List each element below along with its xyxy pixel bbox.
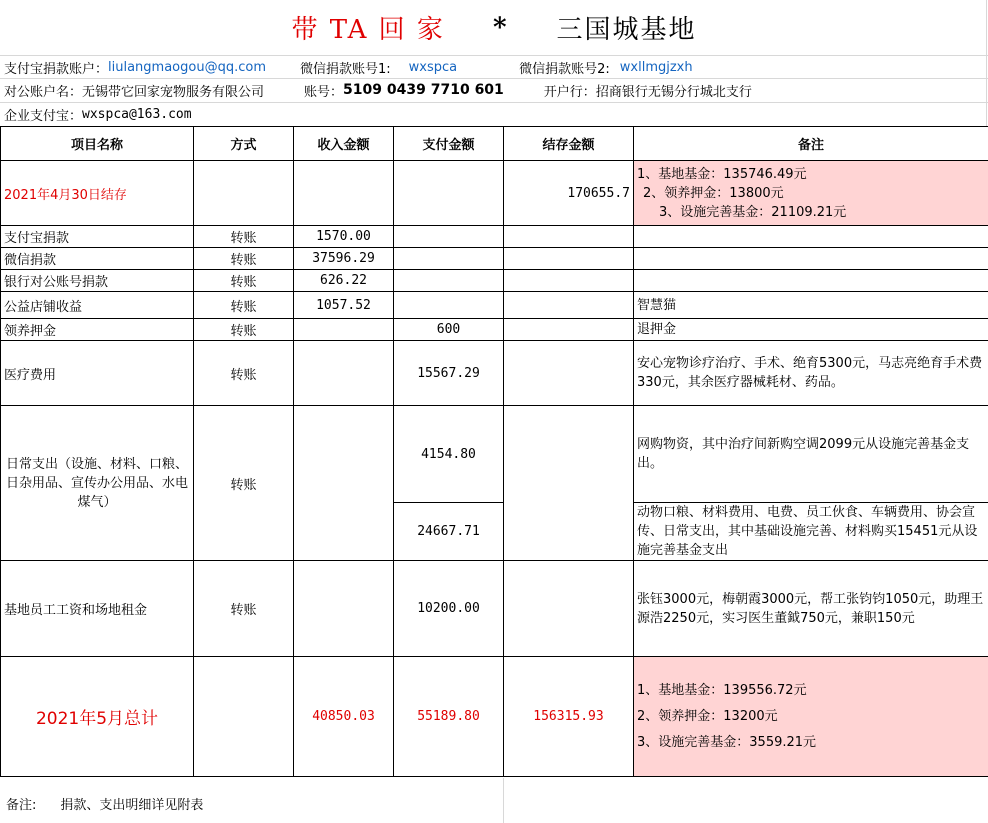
total-name: 2021年5月总计: [1, 657, 194, 777]
row-note: [634, 248, 988, 270]
daily-payment-2: 24667.71: [394, 503, 504, 561]
wechat1-account[interactable]: wxspca: [408, 59, 458, 75]
donation-accounts-row: [4, 55, 984, 79]
corp-name-label: 对公账户名：: [4, 84, 83, 100]
row-note: [634, 270, 988, 292]
row-income: [294, 319, 394, 341]
salary-name: 基地员工工资和场地租金: [1, 561, 194, 657]
finance-table: [0, 126, 988, 777]
table-row: [1, 292, 988, 319]
row-method: 转账: [194, 248, 294, 270]
salary-row: [1, 561, 988, 657]
header-method: 方式: [194, 127, 294, 161]
footer-label: 备注:: [6, 797, 37, 813]
header-item: 项目名称: [1, 127, 194, 161]
alipay-account[interactable]: liulangmaogou@qq.com: [108, 59, 266, 75]
daily-note-1: 网购物资，其中治疗间新购空调2099元从设施完善基金支出。: [634, 406, 988, 503]
row-method: 转账: [194, 292, 294, 319]
total-note-2: 2、领养押金：13200元: [637, 708, 778, 724]
table-row: [1, 270, 988, 292]
total-note-3: 3、设施完善基金：3559.21元: [637, 734, 817, 750]
row-name: 微信捐款: [1, 248, 194, 270]
title-org: 带 TA 回 家: [291, 15, 445, 45]
row-name: 医疗费用: [1, 341, 194, 406]
grid-line: [986, 0, 987, 126]
total-payment: 55189.80: [394, 657, 504, 777]
daily-payment-1: 4154.80: [394, 406, 504, 503]
row-note: 智慧猫: [634, 292, 988, 319]
row-method: 转账: [194, 226, 294, 248]
header-notes: 备注: [634, 127, 988, 161]
title-base: 三国城基地: [556, 15, 697, 45]
enterprise-alipay-row: [4, 102, 984, 126]
row-payment: [394, 292, 504, 319]
salary-payment: 10200.00: [394, 561, 504, 657]
header-income: 收入金额: [294, 127, 394, 161]
footer-note: [0, 788, 988, 818]
row-payment: [394, 226, 504, 248]
row-income: [294, 341, 394, 406]
daily-note-2: 动物口粮、材料费用、电费、员工伙食、车辆费用、协会宣传、日常支出，其中基础设施完善、材料购买15451元从设施完善基金支出: [634, 503, 988, 561]
table-row: [1, 341, 988, 406]
opening-balance-row: [1, 161, 988, 226]
account-no: 5109 0439 7710 601: [343, 82, 504, 98]
row-method: 转账: [194, 270, 294, 292]
daily-name: 日常支出（设施、材料、口粮、日杂用品、宣传办公用品、水电煤气）: [1, 406, 194, 561]
row-payment: 15567.29: [394, 341, 504, 406]
row-note: [634, 226, 988, 248]
header-balance: 结存金额: [504, 127, 634, 161]
row-income: 626.22: [294, 270, 394, 292]
table-row: [1, 319, 988, 341]
enterprise-alipay-label: 企业支付宝：: [4, 108, 83, 124]
header-payment: 支付金额: [394, 127, 504, 161]
wechat1-label: 微信捐款账号1:: [299, 61, 391, 77]
opening-name: 2021年4月30日结存: [1, 161, 194, 226]
corp-name: 无锡带它回家宠物服务有限公司: [82, 84, 265, 100]
opening-note-3: 3、设施完善基金：21109.21元: [659, 204, 847, 220]
daily-method: 转账: [194, 406, 294, 561]
row-note: 安心宠物诊疗治疗、手术、绝育5300元，马志亮绝育手术费330元，其余医疗器械耗材、药品。: [634, 341, 988, 406]
total-note-1: 1、基地基金：139556.72元: [637, 682, 807, 698]
opening-note-1: 1、基地基金：135746.49元: [637, 166, 807, 182]
salary-note: 张钰3000元，梅朝霞3000元，帮工张钧钧1050元，助理王源浩2250元，实习医生董鉞750元，兼职150元: [634, 561, 988, 657]
total-notes: [634, 657, 988, 777]
table-header: [1, 127, 988, 161]
daily-expense-row: [1, 406, 988, 503]
row-income: 37596.29: [294, 248, 394, 270]
row-payment: [394, 248, 504, 270]
opening-note-2: 2、领养押金：13800元: [643, 185, 784, 201]
wechat2-label: 微信捐款账号2:: [519, 61, 610, 77]
grid-line: [503, 778, 504, 823]
bank-label: 开户行：: [543, 84, 596, 100]
total-balance: 156315.93: [504, 657, 634, 777]
wechat2-account[interactable]: wxllmgjzxh: [619, 59, 693, 75]
account-no-label: 账号：: [304, 84, 344, 100]
opening-notes: [634, 161, 988, 226]
row-payment: 600: [394, 319, 504, 341]
table-row: [1, 226, 988, 248]
total-income: 40850.03: [294, 657, 394, 777]
row-method: 转账: [194, 341, 294, 406]
row-method: 转账: [194, 319, 294, 341]
table-row: [1, 248, 988, 270]
row-income: 1057.52: [294, 292, 394, 319]
title-star: *: [492, 12, 509, 43]
opening-balance: 170655.7: [504, 161, 634, 226]
alipay-label: 支付宝捐款账户：: [4, 61, 109, 77]
corporate-account-row: [4, 78, 984, 102]
row-name: 银行对公账号捐款: [1, 270, 194, 292]
enterprise-alipay-account: wxspca@163.com: [82, 106, 192, 122]
page-title: [0, 0, 988, 55]
row-name: 支付宝捐款: [1, 226, 194, 248]
bank-name: 招商银行无锡分行城北支行: [595, 84, 752, 100]
row-name: 领养押金: [1, 319, 194, 341]
total-row: [1, 657, 988, 777]
row-payment: [394, 270, 504, 292]
row-note: 退押金: [634, 319, 988, 341]
row-name: 公益店铺收益: [1, 292, 194, 319]
salary-method: 转账: [194, 561, 294, 657]
row-income: 1570.00: [294, 226, 394, 248]
footer-text: 捐款、支出明细详见附表: [60, 797, 204, 813]
